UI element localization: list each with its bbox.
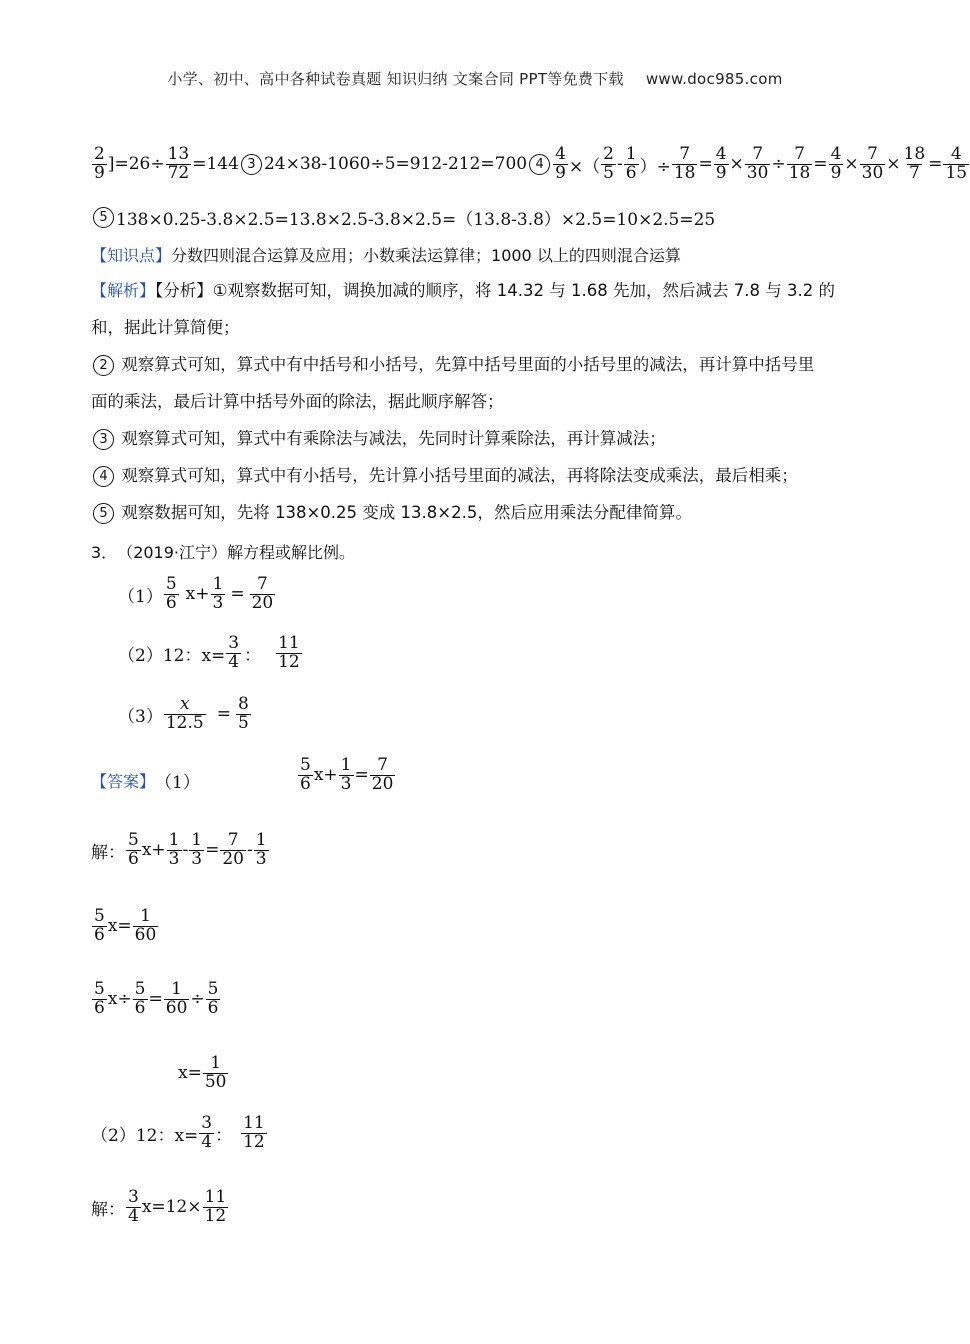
fraction (133, 981, 148, 1018)
knowledge-text: 分数四则混合运算及应用；小数乘法运算律；1000 以上的四则混合运算 (171, 246, 681, 265)
expr-text: = (813, 154, 828, 175)
denominator: 3 (212, 592, 224, 613)
denominator: 30 (746, 162, 769, 183)
denominator: 18 (673, 162, 696, 183)
denominator: 50 (204, 1071, 227, 1092)
question-text: （2019·江宁）解方程或解比例。 (117, 543, 355, 562)
denominator: 12 (243, 1131, 265, 1152)
expr-text: = (928, 154, 943, 175)
denominator: 18 (788, 162, 811, 183)
fraction (339, 757, 354, 794)
expr-text: × (844, 154, 859, 175)
denominator: 9 (555, 162, 566, 183)
denominator: 20 (222, 848, 244, 869)
calc-line-2 (91, 205, 715, 230)
numerator: x (179, 694, 190, 714)
solution-step-5 (91, 1189, 229, 1226)
answer-part-2 (91, 1115, 268, 1152)
fraction (714, 146, 729, 183)
fraction (133, 908, 159, 945)
numerator: 18 (903, 144, 926, 164)
expr-text: = (354, 765, 369, 786)
denominator: 20 (251, 592, 274, 613)
question-number: 3． (91, 543, 118, 562)
denominator: 4 (128, 1205, 139, 1226)
expr-text: = (216, 704, 231, 725)
expr-text: = (205, 840, 220, 861)
numerator: 1 (625, 144, 637, 164)
numerator: 1 (168, 830, 180, 850)
fraction (226, 635, 241, 672)
numerator: 11 (278, 633, 300, 653)
expr-text: =144 (192, 154, 239, 175)
knowledge-label: 【知识点】 (91, 246, 172, 265)
numerator: 5 (94, 906, 105, 926)
expr-text: 138×0.25-3.8×2.5=13.8×2.5-3.8×2.5=（13.8-3.8）×2.5=10×2.5=25 (116, 210, 716, 230)
expr-text: x+ (185, 584, 210, 605)
numerator: 1 (340, 755, 352, 775)
expr-text: = (230, 584, 245, 605)
numerator: 4 (830, 144, 842, 164)
denominator: 6 (128, 848, 139, 869)
fraction (220, 832, 246, 869)
denominator: 9 (94, 162, 105, 183)
expr-text: × (729, 154, 744, 175)
numerator: 3 (228, 633, 240, 653)
expr-text: x+ (313, 765, 338, 786)
denominator: 3 (340, 773, 352, 794)
part-label: （1） (118, 586, 163, 607)
expr-text: - (246, 840, 253, 861)
expr-text: 24×38-1060÷5=912-212=700 (263, 154, 528, 175)
numerator: 1 (140, 906, 151, 926)
numerator: 7 (794, 144, 805, 164)
fraction (211, 576, 226, 613)
solution-step-3 (91, 981, 221, 1018)
numerator: 1 (212, 574, 224, 594)
fraction (829, 146, 844, 183)
fraction (126, 832, 141, 869)
fraction (370, 757, 396, 794)
denominator: 5 (603, 162, 614, 183)
circled-number: 5 (93, 503, 114, 524)
fraction (92, 981, 107, 1018)
numerator: 1 (210, 1053, 222, 1073)
calc-line-1 (91, 146, 970, 183)
numerator: 3 (128, 1187, 139, 1207)
question-3-part-2 (118, 635, 303, 672)
numerator: 5 (128, 830, 139, 850)
expr-text: = (698, 154, 713, 175)
expr-text: ×（ (568, 156, 601, 177)
fraction (624, 146, 639, 183)
fraction (254, 832, 269, 869)
numerator: 7 (377, 755, 388, 775)
denominator: 6 (94, 924, 105, 945)
fraction (860, 146, 886, 183)
expr-text: x+ (141, 840, 166, 861)
numerator: 4 (555, 144, 566, 164)
denominator: 3 (255, 848, 267, 869)
solution-label: 解： (91, 1199, 125, 1220)
fraction (276, 635, 302, 672)
denominator: 12 (278, 651, 300, 672)
fraction (298, 757, 313, 794)
analysis-block (91, 272, 861, 531)
numerator: 5 (300, 755, 311, 775)
analysis-label: 【解析】 (91, 281, 156, 300)
header-title: 小学、初中、高中各种试卷真题 知识归纳 文案合同 PPT等免费下载 (167, 70, 624, 88)
denominator: 60 (165, 997, 188, 1018)
denominator: 6 (134, 997, 146, 1018)
denominator: 9 (830, 162, 842, 183)
circled-number: 4 (529, 154, 550, 175)
expr-text: ÷ (190, 989, 205, 1010)
fraction (167, 832, 182, 869)
expr-text: x÷ (107, 989, 132, 1010)
denominator: 4 (228, 651, 240, 672)
expr-text: x=12× (141, 1197, 202, 1218)
fraction (92, 908, 107, 945)
fraction (126, 1189, 141, 1226)
expr-text: - (182, 840, 189, 861)
fraction (787, 146, 813, 183)
circled-number: 2 (93, 355, 114, 376)
numerator: 11 (243, 1113, 265, 1133)
numerator: 5 (94, 979, 105, 999)
numerator: 8 (237, 694, 249, 714)
part-label: （1） (155, 773, 200, 793)
expr-text: ]=26÷ (107, 154, 165, 175)
header-site: www.doc985.com (645, 70, 783, 88)
numerator: 7 (867, 144, 878, 164)
analysis-sub-label: 【分析】 (155, 281, 213, 300)
denominator: 72 (167, 162, 190, 183)
part-label: （3） (118, 706, 163, 727)
denominator: 30 (861, 162, 884, 183)
denominator: 60 (134, 924, 157, 945)
fraction (92, 146, 107, 183)
fraction (203, 1189, 229, 1226)
fraction (601, 146, 616, 183)
expr-text: ）÷ (639, 156, 671, 177)
numerator: 1 (191, 830, 203, 850)
denominator: 9 (715, 162, 727, 183)
solution-step-4 (178, 1055, 229, 1092)
numerator: 7 (679, 144, 691, 164)
numerator: 5 (165, 574, 177, 594)
numerator: 1 (171, 979, 182, 999)
fraction (241, 1115, 267, 1152)
fraction (745, 146, 771, 183)
analysis-text: 和，据此计算简便； (91, 318, 240, 337)
expr-text: × (886, 154, 901, 175)
denominator: 12 (204, 1205, 227, 1226)
analysis-text: 观察算式可知，算式中有小括号，先计算小括号里面的减法，再将除法变成乘法，最后相乘； (116, 466, 798, 485)
numerator: 5 (134, 979, 146, 999)
fraction (553, 146, 568, 183)
numerator: 2 (94, 144, 105, 164)
expr-text: = (148, 989, 163, 1010)
fraction (250, 576, 276, 613)
numerator: 2 (603, 144, 614, 164)
solution-label: 解： (91, 842, 125, 863)
answer-equation-1 (297, 757, 396, 794)
analysis-text: 观察算式可知，算式中有中括号和小括号，先算中括号里面的小括号里的减法，再计算中括号里 (116, 355, 815, 374)
answer-label: 【答案】 (91, 772, 156, 791)
denominator: 6 (625, 162, 637, 183)
circled-number: 3 (93, 429, 114, 450)
denominator: 3 (168, 848, 180, 869)
denominator: 15 (945, 162, 968, 183)
expr-text: ÷ (771, 154, 786, 175)
numerator: 4 (950, 144, 962, 164)
question-3-part-1 (118, 576, 276, 613)
circled-number: 4 (93, 466, 114, 487)
question-3-part-3 (118, 696, 252, 733)
expr-text: x= (107, 916, 132, 937)
denominator: 6 (165, 592, 177, 613)
denominator: 6 (207, 997, 219, 1018)
expr-text: x= (178, 1063, 202, 1084)
denominator: 20 (371, 773, 394, 794)
fraction (203, 1055, 229, 1092)
numerator: 3 (201, 1113, 213, 1133)
expr-text: ： (215, 1125, 233, 1146)
denominator: 4 (201, 1131, 213, 1152)
part-label: （2）12：x= (91, 1125, 199, 1146)
fraction (206, 981, 221, 1018)
knowledge-line (91, 243, 681, 266)
fraction (672, 146, 698, 183)
fraction (166, 146, 192, 183)
part-label: （2）12：x= (118, 645, 226, 666)
numerator: 11 (204, 1187, 227, 1207)
fraction (164, 696, 206, 733)
denominator: 5 (237, 712, 249, 733)
analysis-text: 面的乘法，最后计算中括号外面的除法，据此顺序解答； (91, 392, 504, 411)
numerator: 1 (255, 830, 267, 850)
denominator: 6 (94, 997, 105, 1018)
denominator: 7 (908, 162, 920, 183)
fraction (164, 576, 179, 613)
expr-text: ： (244, 645, 262, 666)
numerator: 7 (227, 830, 239, 850)
expr-text: - (617, 154, 623, 175)
question-3-title (91, 540, 355, 563)
denominator: 6 (300, 773, 311, 794)
fraction (164, 981, 190, 1018)
fraction (199, 1115, 214, 1152)
numerator: 7 (256, 574, 268, 594)
analysis-text: ①观察数据可知，调换加减的顺序，将 14.32 与 1.68 先加，然后减去 7.8 与 3.2 的 (212, 281, 835, 300)
answer-line-1 (91, 768, 200, 793)
fraction (189, 832, 204, 869)
fraction (236, 696, 251, 733)
denominator: 3 (191, 848, 203, 869)
circled-number: 5 (93, 207, 114, 228)
numerator: 13 (167, 144, 190, 164)
solution-step-2 (91, 908, 159, 945)
analysis-text: 观察数据可知，先将 138×0.25 变成 13.8×2.5，然后应用乘法分配律简算。 (116, 503, 692, 522)
solution-step-1 (91, 832, 270, 869)
fraction (902, 146, 928, 183)
numerator: 7 (752, 144, 764, 164)
numerator: 5 (207, 979, 219, 999)
numerator: 4 (715, 144, 727, 164)
page-header (0, 68, 950, 89)
analysis-text: 观察算式可知，算式中有乘除法与减法，先同时计算乘除法，再计算减法； (116, 429, 666, 448)
fraction (943, 146, 969, 183)
circled-number: 3 (241, 154, 262, 175)
denominator: 12.5 (165, 712, 204, 733)
